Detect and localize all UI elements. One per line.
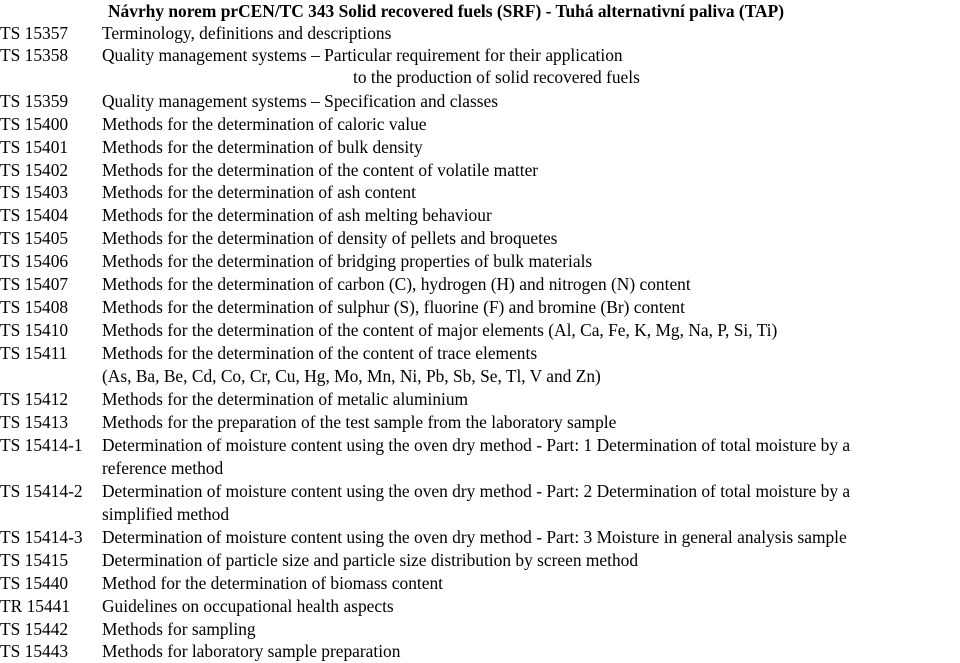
standard-code: TS 15443: [0, 641, 69, 661]
standard-code: TS 15411: [0, 343, 68, 363]
standard-title: Methods for the determination of the content of trace elements: [102, 343, 538, 363]
standard-title: Methods for laboratory sample preparation: [102, 641, 401, 661]
standard-title: Guidelines on occupational health aspects: [102, 596, 394, 616]
standard-code: TS 15358: [0, 45, 69, 65]
standard-code: TS 15408: [0, 297, 69, 317]
standard-title: Method for the determination of biomass content: [102, 573, 443, 593]
standard-code: TS 15414-1: [0, 435, 83, 455]
standard-title: Terminology, definitions and descriptions: [102, 23, 392, 43]
standard-title: Determination of moisture content using the oven dry method - Part: 3 Moisture in general analysis sample: [102, 527, 847, 547]
standard-title: Determination of particle size and particle size distribution by screen method: [102, 550, 639, 570]
standard-title: Methods for the determination of the content of volatile matter: [102, 160, 539, 180]
standard-title: Methods for the determination of carbon (C), hydrogen (H) and nitrogen (N) content: [102, 274, 691, 294]
standard-code: TS 15414-3: [0, 527, 83, 547]
standard-code: TS 15442: [0, 619, 69, 639]
standard-code: TS 15357: [0, 23, 69, 43]
standard-title-continuation: reference method: [102, 458, 224, 478]
standard-title-continuation: (As, Ba, Be, Cd, Co, Cr, Cu, Hg, Mo, Mn, Ni, Pb, Sb, Se, Tl, V and Zn): [102, 366, 601, 386]
standard-code: TS 15412: [0, 389, 69, 409]
standard-title: Methods for the determination of ash melting behaviour: [102, 205, 492, 225]
standard-code: TS 15404: [0, 205, 69, 225]
standard-title: Methods for the determination of ash content: [102, 182, 416, 202]
standard-title: Methods for sampling: [102, 619, 256, 639]
standard-code: TS 15415: [0, 550, 69, 570]
standard-title: Determination of moisture content using the oven dry method - Part: 2 Determination of total moisture by a: [102, 481, 851, 501]
standard-title: Methods for the determination of sulphur (S), fluorine (F) and bromine (Br) content: [102, 297, 685, 317]
standard-code: TS 15413: [0, 412, 69, 432]
standard-title: Methods for the determination of caloric value: [102, 114, 427, 134]
standard-title: Methods for the preparation of the test sample from the laboratory sample: [102, 412, 617, 432]
standard-code: TS 15414-2: [0, 481, 83, 501]
standard-title: Methods for the determination of bridging properties of bulk materials: [102, 251, 593, 271]
standard-code: TS 15407: [0, 274, 69, 294]
standard-title: Determination of moisture content using the oven dry method - Part: 1 Determination of total moisture by a: [102, 435, 851, 455]
standard-title-continuation: to the production of solid recovered fuels: [353, 67, 640, 87]
standard-code: TS 15400: [0, 114, 69, 134]
standard-code: TS 15402: [0, 160, 69, 180]
standard-title: Methods for the determination of metalic aluminium: [102, 389, 469, 409]
standard-code: TS 15410: [0, 320, 69, 340]
standard-code: TS 15403: [0, 182, 69, 202]
standard-title: Methods for the determination of density of pellets and broquetes: [102, 228, 558, 248]
standard-code: TS 15405: [0, 228, 69, 248]
standard-code: TS 15359: [0, 91, 69, 111]
page-title: Návrhy norem prCEN/TC 343 Solid recovered fuels (SRF) - Tuhá alternativní paliva (TAP): [108, 1, 784, 21]
standard-title: Quality management systems – Particular requirement for their application: [102, 45, 623, 65]
standard-title: Quality management systems – Specification and classes: [102, 91, 499, 111]
standard-title: Methods for the determination of the content of major elements (Al, Ca, Fe, K, Mg, Na, P, Si, Ti): [102, 320, 778, 340]
standard-title-continuation: simplified method: [102, 504, 230, 524]
standard-title: Methods for the determination of bulk density: [102, 137, 423, 157]
standard-code: TS 15406: [0, 251, 69, 271]
standard-code: TS 15440: [0, 573, 69, 593]
standard-code: TR 15441: [0, 596, 71, 616]
standard-code: TS 15401: [0, 137, 69, 157]
